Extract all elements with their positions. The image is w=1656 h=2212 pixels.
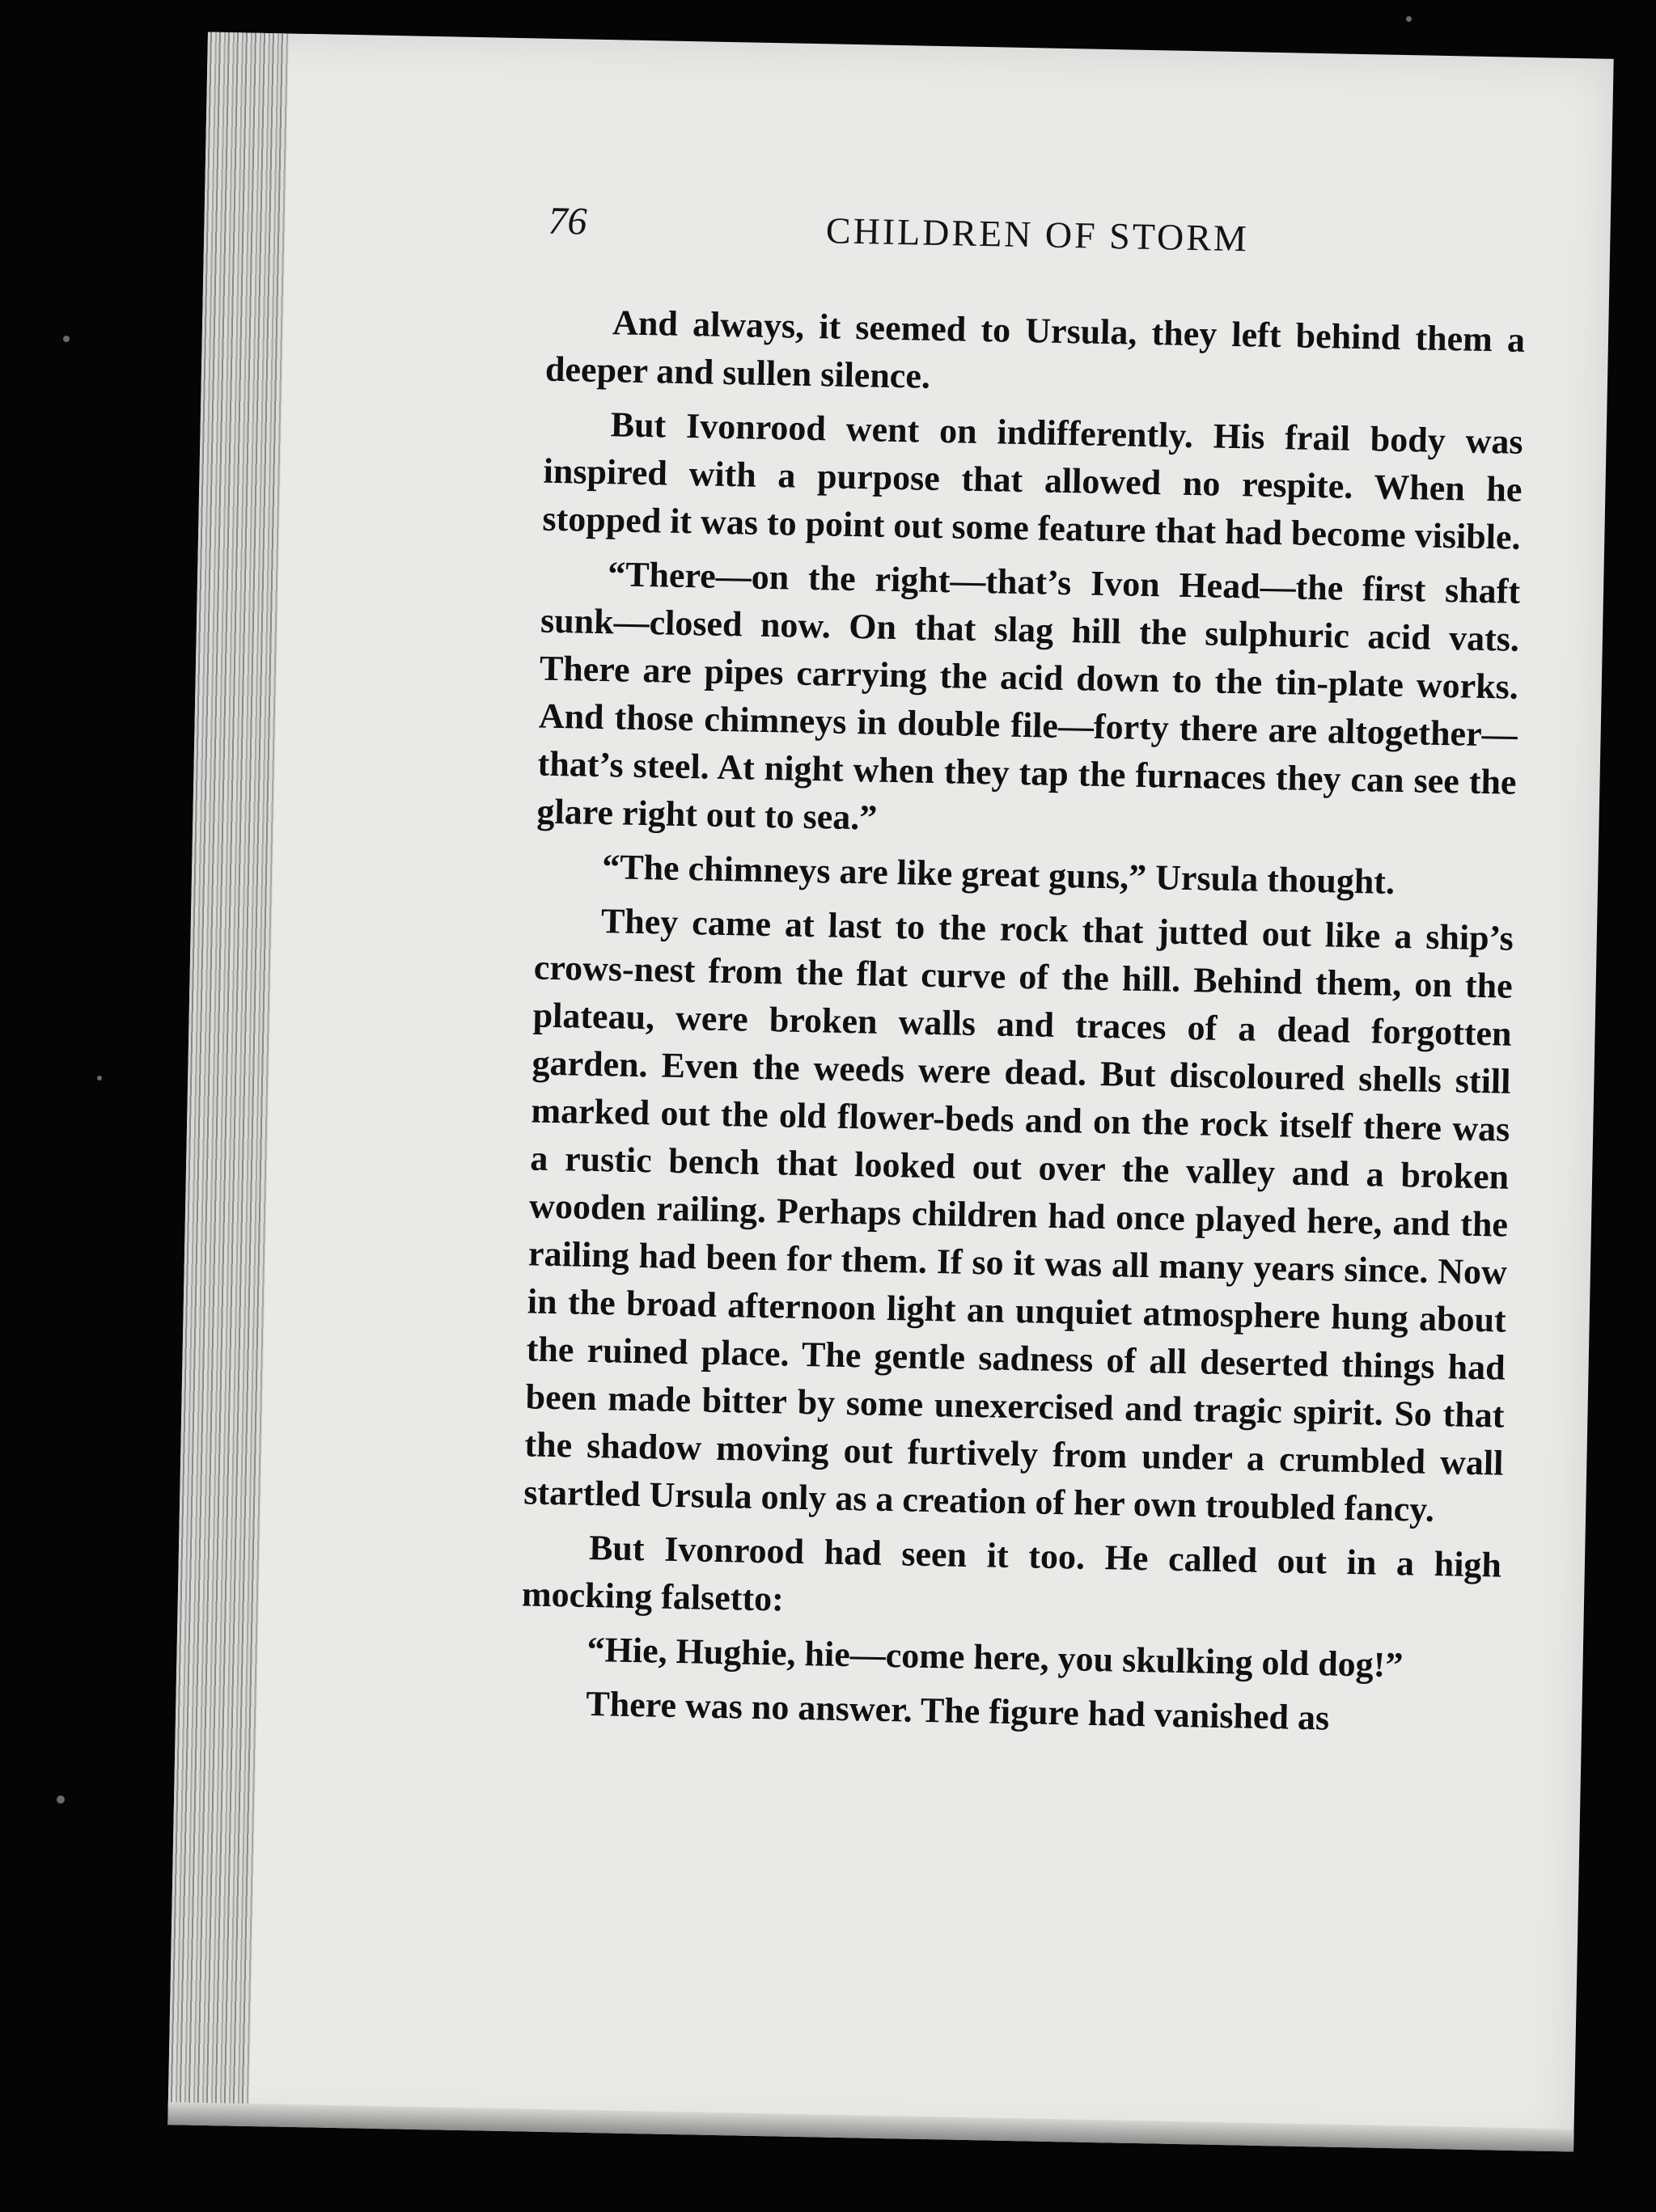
body-text <box>519 298 1526 1752</box>
paragraph: “The chimneys are like great guns,” Ursula thought. <box>601 847 1396 902</box>
page-edges <box>167 32 289 2126</box>
page-header <box>548 199 1527 282</box>
page-bottom-edge <box>167 2102 1573 2151</box>
running-head: CHILDREN OF STORM <box>825 209 1250 260</box>
paragraph: But Ivonrood went on indifferently. His frail body was inspired with a purpose that allowed no respite. When he stopped it was to point out some feature that had become visible. <box>542 404 1524 557</box>
book-page <box>167 32 1613 2152</box>
scan-speck <box>57 1795 65 1804</box>
paragraph: But Ivonrood had seen it too. He called out in a high mocking falsetto: <box>521 1527 1502 1619</box>
scan-speck <box>63 336 70 342</box>
scan-speck <box>97 1076 102 1081</box>
paragraph: They came at last to the rock that jutted out like a ship’s crows-nest from the flat curve of the hill. Behind them, on the plateau, were broken walls and traces of a dead forgotten garden. Even the weeds were dead. But discoloured shells still marked out the old flower-beds and on the rock itself there was a rustic bench that looked out over the valley and a broken wooden railing. Perhaps children had once played here, and the railing had been for them. If so it was all many years since. Now in the broad afternoon light an unquiet atmosphere hung about the ruined place. The gentle sadness of all deserted things had been made bitter by some unexercised and tragic spirit. So that the shadow moving out furtively from under a crumbled wall startled Ursula only as a creation of her own troubled fancy. <box>523 901 1514 1529</box>
paragraph: “Hie, Hughie, hie—come here, you skulking old dog!” <box>587 1629 1404 1685</box>
page-number: 76 <box>548 199 588 243</box>
paragraph: “There—on the right—that’s Ivon Head—the first shaft sunk—closed now. On that slag hill the sulphuric acid vats. There are pipes carrying the acid down to the tin-plate works. And those chimneys in double file—forty there are altogether—that’s steel. At night when they tap the furnaces they can see the glare right out to sea.” <box>536 554 1521 838</box>
paragraph: There was no answer. The figure had vanished as <box>585 1683 1330 1738</box>
paragraph: And always, it seemed to Ursula, they left behind them a deeper and sullen silence. <box>544 302 1526 396</box>
scan-speck <box>1406 16 1412 22</box>
